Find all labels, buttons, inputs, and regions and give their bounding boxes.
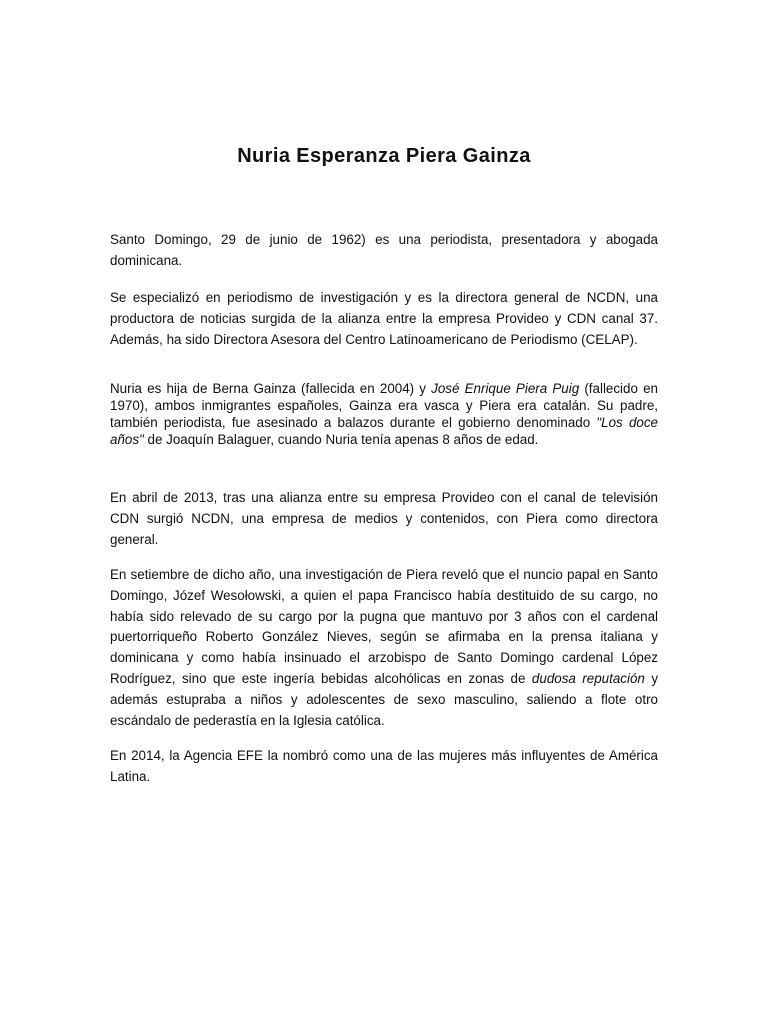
paragraph-family <box>110 380 658 448</box>
paragraph-text: (fallecido en 1970), ambos inmigrantes españoles, Gainza era vasca y Piera era catalán. Su padre, también periodista, fue asesinado a balazos durante el gobierno denominado <box>110 381 658 430</box>
paragraph-text: de Joaquín Balaguer, cuando Nuria tenía apenas 8 años de edad. <box>143 432 539 447</box>
paragraph-birth <box>110 229 658 271</box>
government-name: "Los doce años" <box>110 415 658 447</box>
paragraph-text: Santo Domingo, 29 de junio de 1962) es una periodista, presentadora y abogada dominicana. <box>110 232 658 268</box>
father-name: José Enrique Piera Puig <box>431 381 580 396</box>
italic-phrase: dudosa reputación <box>531 670 645 686</box>
paragraph-text: Nuria es hija de Berna Gainza (fallecida en 2004) y <box>110 381 432 396</box>
paragraph-text: En abril de 2013, tras una alianza entre su empresa Provideo con el canal de televisión CDN surgió NCDN, una empresa de medios y contenidos, con Piera como directora general. <box>110 490 658 547</box>
paragraph-career <box>110 287 658 350</box>
paragraph-investigation <box>110 565 658 731</box>
paragraph-text: En 2014, la Agencia EFE la nombró como una de las mujeres más influyentes de América Latina. <box>110 748 658 784</box>
document-title: Nuria Esperanza Piera Gainza <box>237 145 531 167</box>
paragraph-text: Se especializó en periodismo de investigación y es la directora general de NCDN, una productora de noticias surgida de la alianza entre la empresa Provideo y CDN canal 37. Además, ha sido Directora Asesora del Centro Latinoamericano de Periodismo (CELAP). <box>110 290 658 347</box>
paragraph-text: y además estupraba a niños y adolescentes de sexo masculino, saliendo a flote otro escándalo de pederastía en la Iglesia católica. <box>110 670 659 728</box>
paragraph-ncdn <box>110 487 658 550</box>
paragraph-text: En setiembre de dicho año, una investigación de Piera reveló que el nuncio papal en Santo Domingo, Józef Wesołowski, a quien el papa Francisco había destituido de su cargo, no había sido relevado de su cargo por la pugna que mantuvo por 3 años con el cardenal puertorriqueño Roberto González Nieves, según se afirmaba en la prensa italiana y dominicana y como había insinuado el arzobispo de Santo Domingo cardenal López Rodríguez, sino que este ingería bebidas alcohólicas en zonas de <box>110 567 658 686</box>
paragraph-efe <box>110 745 658 787</box>
